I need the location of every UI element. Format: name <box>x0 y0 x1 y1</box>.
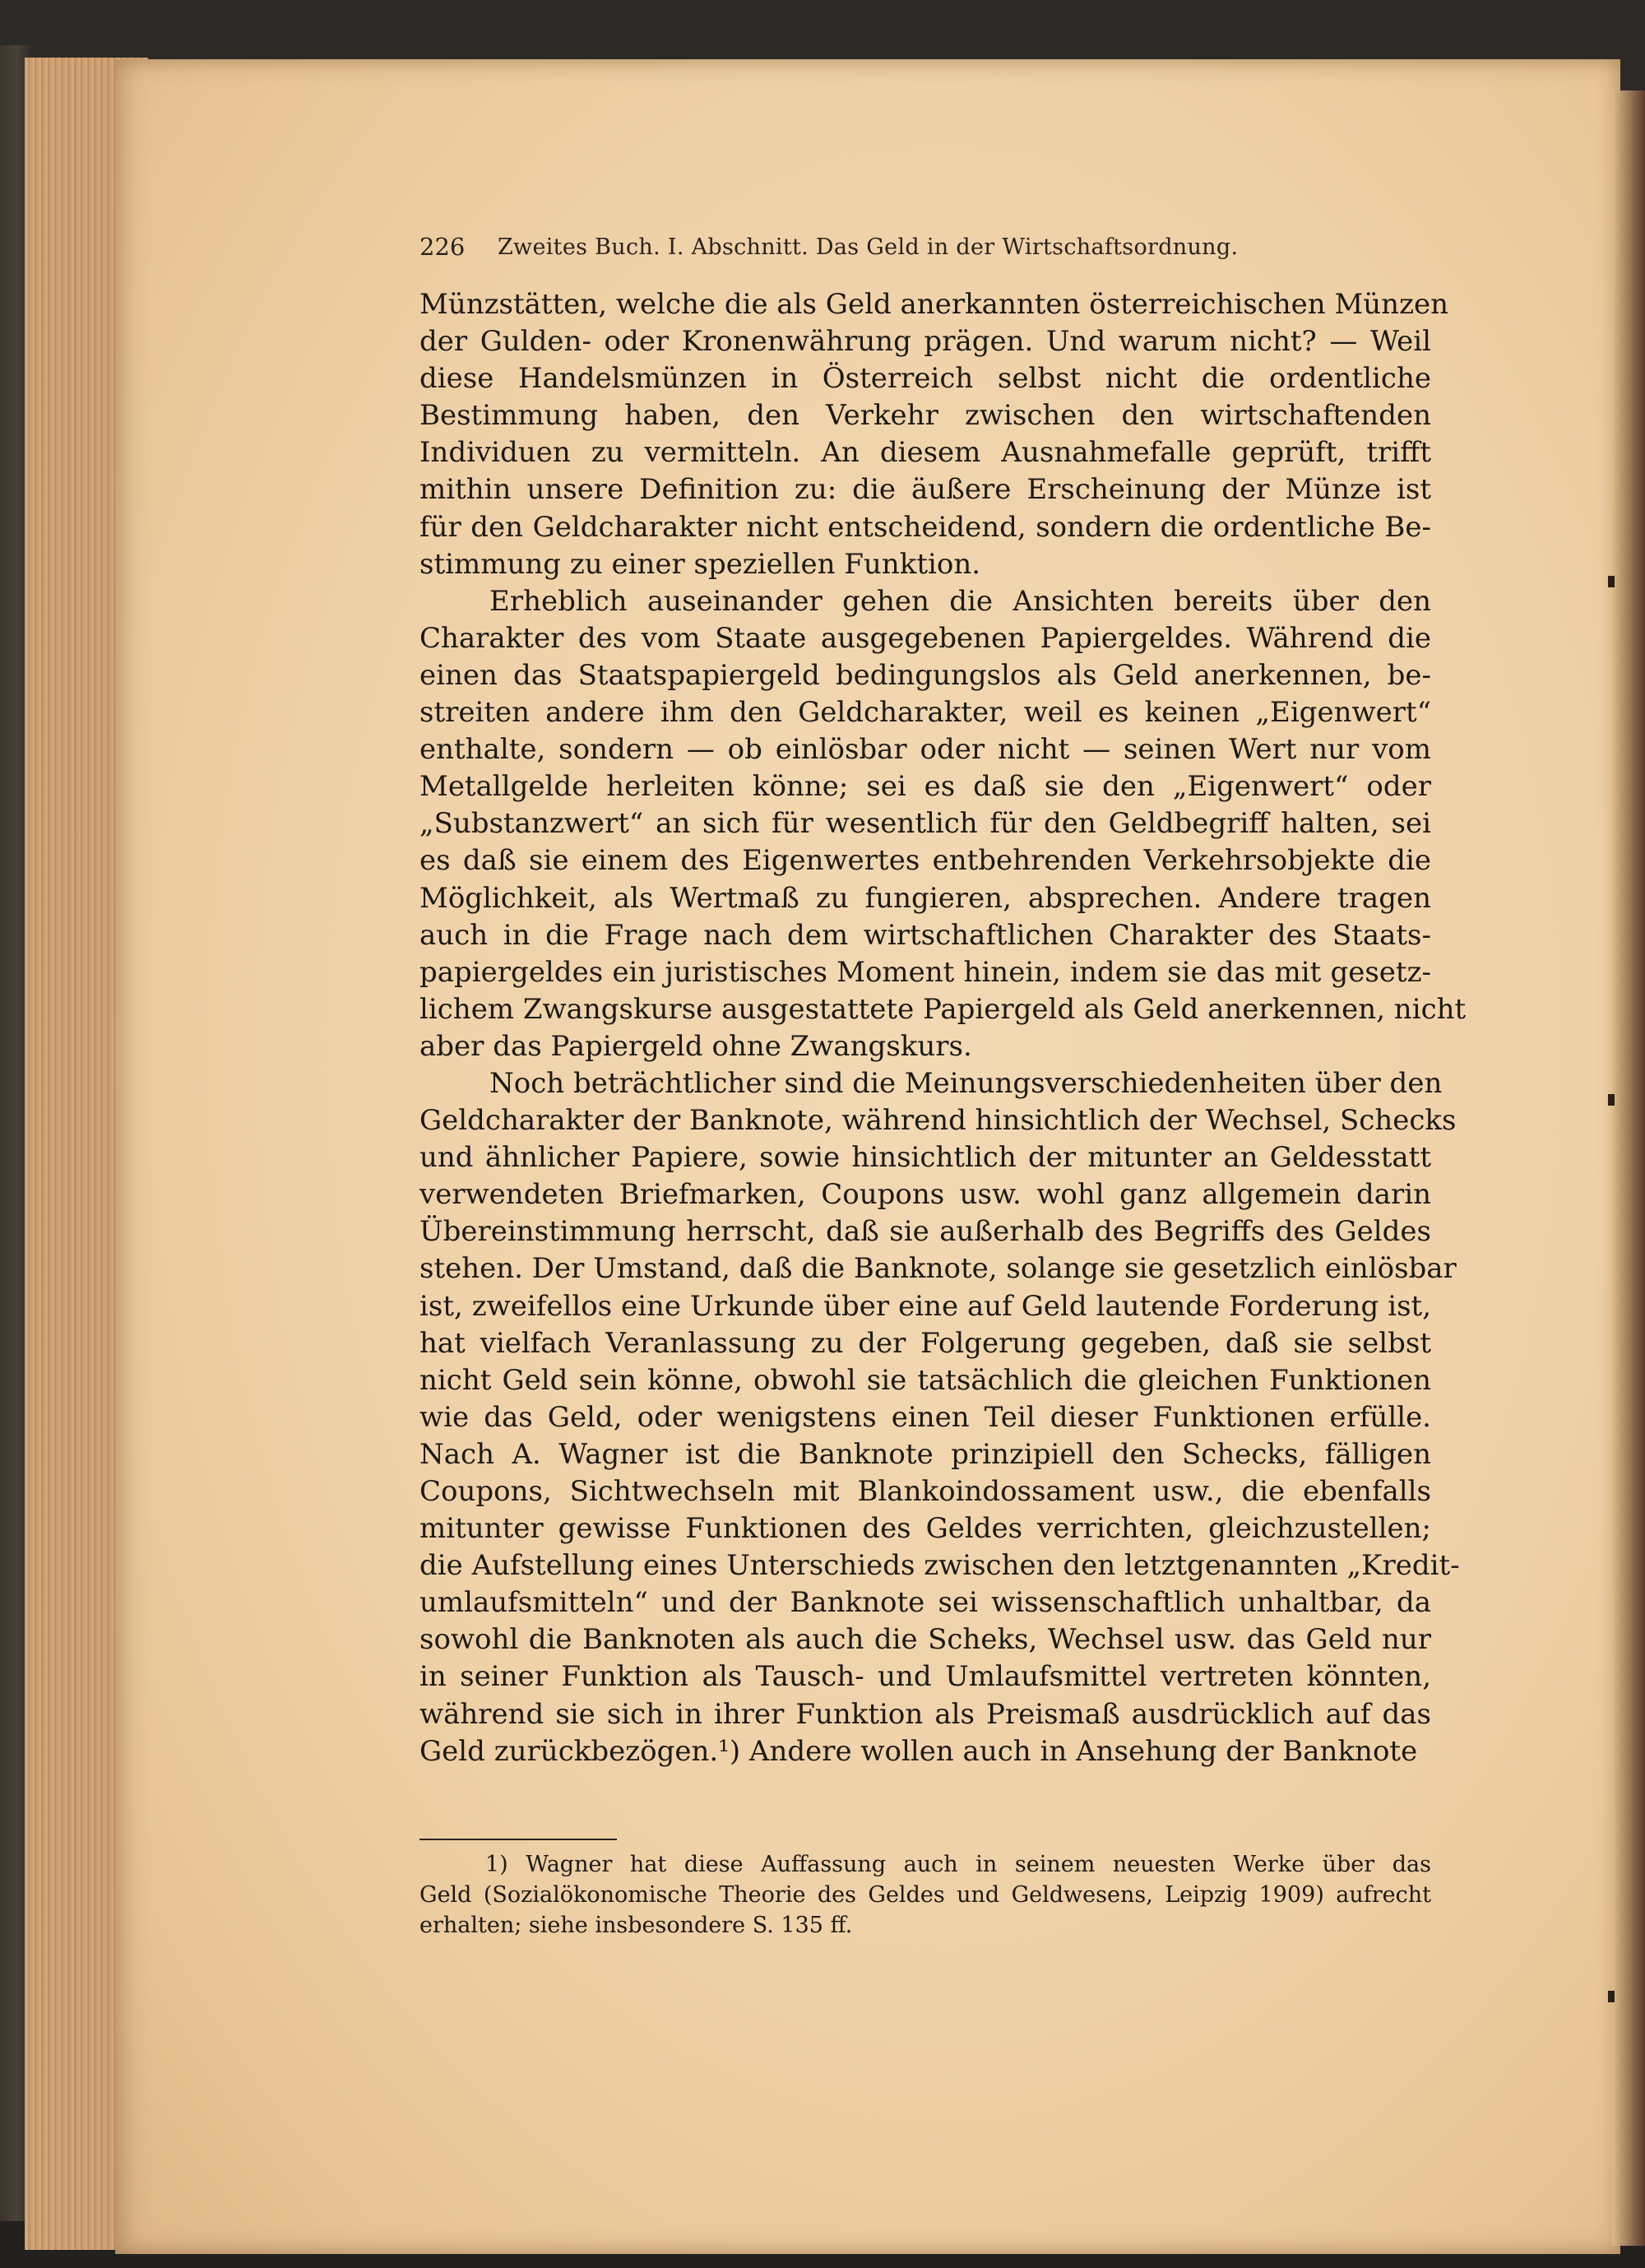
text-line: stimmung zu einer speziellen Funktion. <box>419 547 981 581</box>
text-line: enthalte, sondern — ob einlösbar oder nicht — seinen Wert nur vom <box>419 733 1431 767</box>
text-line: nicht Geld sein könne, obwohl sie tatsächlich die gleichen Funktionen <box>419 1363 1431 1397</box>
text-line: wie das Geld, oder wenigstens einen Teil dieser Funktionen erfülle. <box>419 1400 1431 1434</box>
text-line: Erheblich auseinander gehen die Ansichten bereits über den <box>489 584 1431 618</box>
text-line: für den Geldcharakter nicht entscheidend, sondern die ordentliche Be- <box>419 510 1431 544</box>
footnote-rule <box>419 1839 617 1840</box>
text-line: papiergeldes ein juristisches Moment hinein, indem sie das mit gesetz- <box>419 955 1431 989</box>
text-line: Geld zurückbezögen.¹) Andere wollen auch in Ansehung der Banknote <box>419 1734 1418 1768</box>
running-header <box>419 233 1431 262</box>
paragraph <box>419 583 1467 1065</box>
text-line: Metallgelde herleiten könne; sei es daß sie den „Eigenwert“ oder <box>419 770 1431 804</box>
text-line: in seiner Funktion als Tausch- und Umlaufsmittel vertreten könnten, <box>419 1660 1431 1694</box>
body-text <box>419 286 1467 1770</box>
text-line: diese Handelsmünzen in Österreich selbst nicht die ordentliche <box>419 362 1431 396</box>
text-line: Münzstätten, welche die als Geld anerkannten österreichischen Münzen <box>419 288 1448 321</box>
text-line: Möglichkeit, als Wertmaß zu fungieren, absprechen. Andere tragen <box>419 881 1431 915</box>
text-line: verwendeten Briefmarken, Coupons usw. wohl ganz allgemein darin <box>419 1178 1431 1212</box>
margin-mark <box>1608 576 1615 587</box>
footnote-line: 1) Wagner hat diese Auffassung auch in seinem neuesten Werke über das <box>485 1852 1431 1877</box>
footnote-line: erhalten; siehe insbesondere S. 135 ff. <box>419 1913 853 1938</box>
footnote <box>419 1849 1431 1941</box>
text-line: lichem Zwangskurse ausgestattete Papiergeld als Geld anerkennen, nicht <box>419 992 1467 1026</box>
text-line: und ähnlicher Papiere, sowie hinsichtlich der mitunter an Geldesstatt <box>419 1141 1431 1175</box>
text-line: stehen. Der Umstand, daß die Banknote, solange sie gesetzlich einlösbar <box>419 1252 1457 1286</box>
text-line: mithin unsere Definition zu: die äußere Erscheinung der Münze ist <box>419 473 1431 507</box>
text-line: Bestimmung haben, den Verkehr zwischen den wirtschaftenden <box>419 399 1431 433</box>
text-line: Noch beträchtlicher sind die Meinungsverschiedenheiten über den <box>489 1066 1443 1100</box>
text-line: streiten andere ihm den Geldcharakter, weil es keinen „Eigenwert“ <box>419 696 1431 730</box>
text-line: ist, zweifellos eine Urkunde über eine auf Geld lautende Forderung ist, <box>419 1289 1431 1323</box>
text-line: während sie sich in ihrer Funktion als Preismaß ausdrücklich auf das <box>419 1697 1431 1731</box>
text-line: sowohl die Banknoten als auch die Scheks, Wechsel usw. das Geld nur <box>419 1623 1431 1657</box>
page-number: 226 <box>419 233 466 261</box>
text-line: der Gulden- oder Kronenwährung prägen. Und warum nicht? — Weil <box>419 325 1431 359</box>
text-line: aber das Papiergeld ohne Zwangskurs. <box>419 1029 972 1063</box>
text-line: es daß sie einem des Eigenwertes entbehrenden Verkehrsobjekte die <box>419 844 1431 878</box>
text-line: einen das Staatspapiergeld bedingungslos als Geld anerkennen, be- <box>419 658 1431 692</box>
text-line: mitunter gewisse Funktionen des Geldes verrichten, gleichzustellen; <box>419 1512 1431 1546</box>
margin-mark <box>1608 1991 1615 2002</box>
footnote-line: Geld (Sozialökonomische Theorie des Geldes und Geldwesens, Leipzig 1909) aufrecht <box>419 1882 1431 1908</box>
text-line: umlaufsmitteln“ und der Banknote sei wissenschaftlich unhaltbar, da <box>419 1586 1431 1620</box>
text-line: Charakter des vom Staate ausgegebenen Papiergeldes. Während die <box>419 621 1431 655</box>
text-line: Individuen zu vermitteln. An diesem Ausnahmefalle geprüft, trifft <box>419 436 1431 470</box>
text-line: hat vielfach Veranlassung zu der Folgerung gegeben, daß sie selbst <box>419 1326 1431 1360</box>
text-line: Nach A. Wagner ist die Banknote prinzipiell den Schecks, fälligen <box>419 1437 1431 1471</box>
paragraph <box>419 286 1448 583</box>
text-line: die Aufstellung eines Unterschieds zwischen den letztgenannten „Kredit- <box>419 1549 1460 1583</box>
text-line: Übereinstimmung herrscht, daß sie außerhalb des Begriffs des Geldes <box>419 1215 1431 1249</box>
page-right-edge <box>1612 90 1645 2246</box>
running-title: Zweites Buch. I. Abschnitt. Das Geld in der Wirtschaftsordnung. <box>498 234 1239 260</box>
paragraph <box>419 1065 1460 1770</box>
text-line: Geldcharakter der Banknote, während hinsichtlich der Wechsel, Schecks <box>419 1104 1457 1138</box>
text-line: „Substanzwert“ an sich für wesentlich für den Geldbegriff halten, sei <box>419 807 1431 841</box>
text-line: Coupons, Sichtwechseln mit Blankoindossament usw., die ebenfalls <box>419 1475 1431 1508</box>
margin-mark <box>1608 1094 1615 1106</box>
text-line: auch in die Frage nach dem wirtschaftlichen Charakter des Staats- <box>419 918 1431 952</box>
